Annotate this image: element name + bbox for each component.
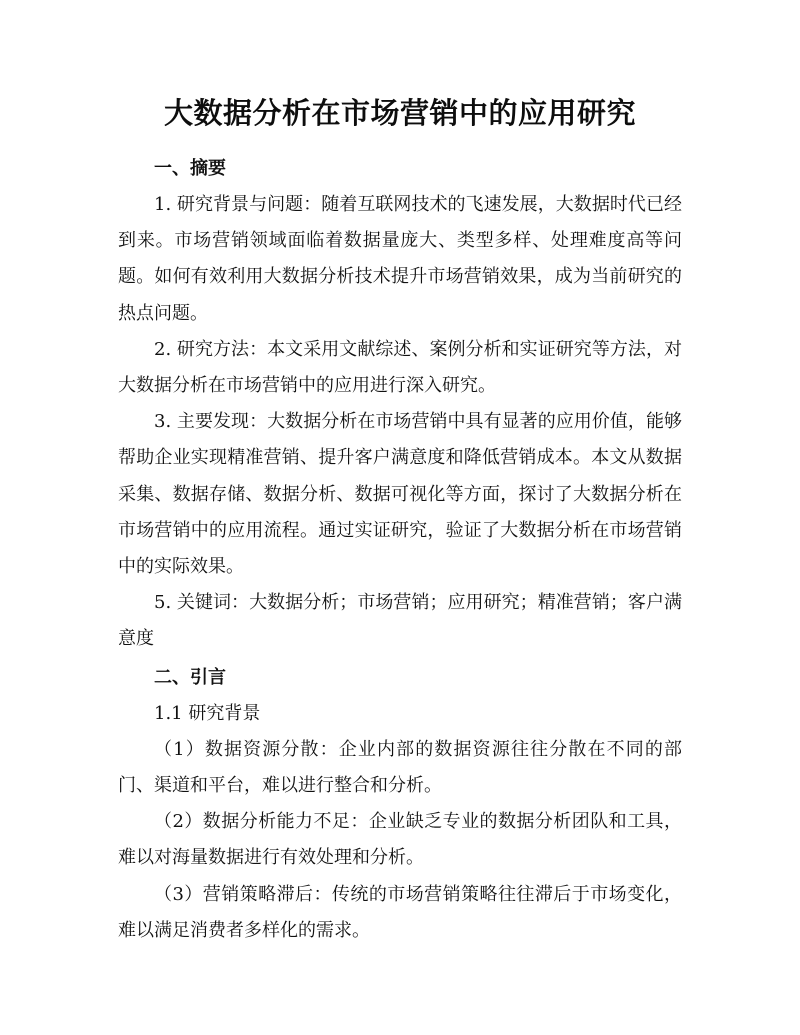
abstract-heading: 一、摘要: [154, 158, 226, 179]
research-background-subheading: 1.1 研究背景: [154, 702, 261, 724]
abstract-paragraph-findings: 3. 主要发现：大数据分析在市场营销中具有显著的应用价值，能够帮助企业实现精准营销、提升客户满意度和降低营销成本。本文从数据采集、数据存储、数据分析、数据可视化等方面，探讨了大数据分析在市场营销中的应用流程。通过实证研究，验证了大数据分析在市场营销中的实际效果。: [118, 411, 682, 578]
abstract-paragraph-background: 1. 研究背景与问题：随着互联网技术的飞速发展，大数据时代已经到来。市场营销领域面临着数据量庞大、类型多样、处理难度高等问题。如何有效利用大数据分析技术提升市场营销效果，成为当前研究的热点问题。: [118, 194, 682, 324]
intro-paragraph-data-scattered: （1）数据资源分散：企业内部的数据资源往往分散在不同的部门、渠道和平台，难以进行整合和分析。: [118, 738, 682, 797]
intro-paragraph-analysis-capability: （2）数据分析能力不足：企业缺乏专业的数据分析团队和工具，难以对海量数据进行有效处理和分析。: [118, 811, 682, 869]
document-title: 大数据分析在市场营销中的应用研究: [163, 96, 636, 130]
abstract-paragraph-keywords: 5. 关键词：大数据分析；市场营销；应用研究；精准营销；客户满意度: [118, 592, 682, 650]
abstract-paragraph-method: 2. 研究方法：本文采用文献综述、案例分析和实证研究等方法，对大数据分析在市场营销中的应用进行深入研究。: [118, 338, 682, 397]
introduction-section: [118, 660, 682, 949]
introduction-heading: 二、引言: [154, 666, 226, 688]
intro-paragraph-strategy-lag: （3）营销策略滞后：传统的市场营销策略往往滞后于市场变化，难以满足消费者多样化的需求。: [118, 883, 682, 941]
abstract-section: [118, 151, 682, 658]
